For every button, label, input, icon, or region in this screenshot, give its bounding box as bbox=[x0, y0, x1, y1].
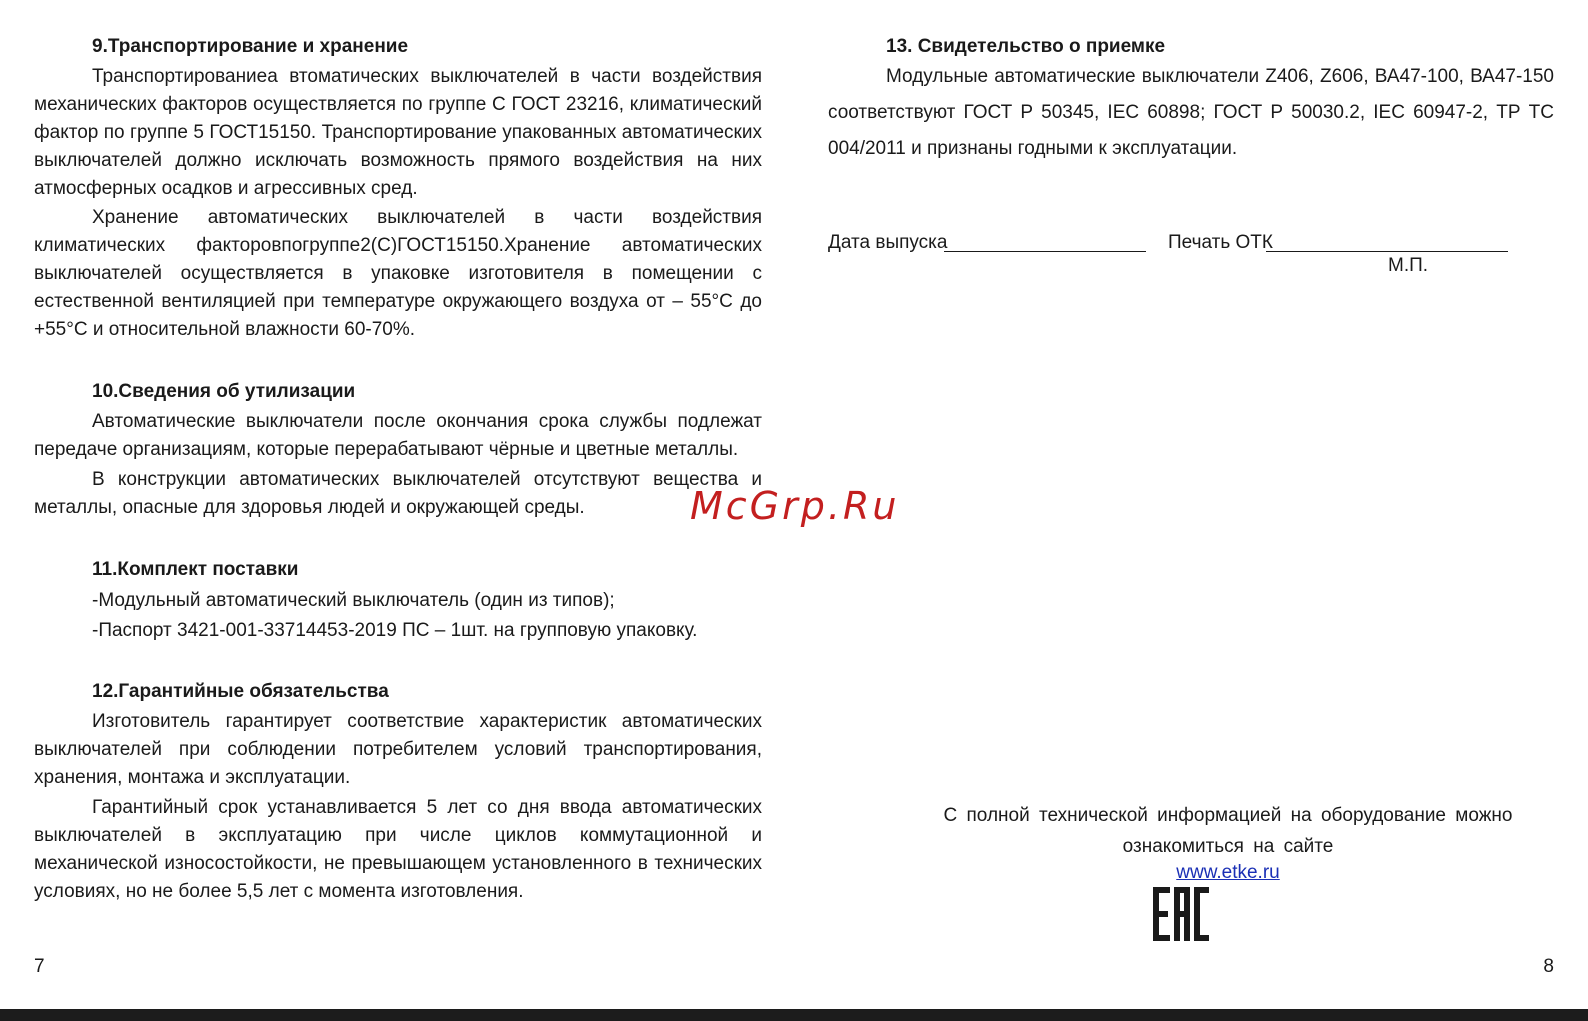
page-number-left: 7 bbox=[34, 956, 45, 977]
stamp-place-label: М.П. bbox=[1388, 255, 1429, 276]
section-10-title: 10.Сведения об утилизации bbox=[92, 381, 356, 402]
section-11-title: 11.Комплект поставки bbox=[92, 559, 299, 580]
section-13-title: 13. Свидетельство о приемке bbox=[886, 36, 1166, 57]
section-9-paragraph-1: Транспортированиеа втоматических выключателей в части воздействия механических факторов осуществляется по группе С ГОСТ 23216, климатический фактор по группе 5 ГОСТ15150. Транспортирование упакованных автоматических выключателей должно исключать возможность прямого воздействия на них атмосферных осадков и агрессивных сред. bbox=[34, 66, 762, 199]
right-page bbox=[828, 0, 1554, 1021]
bottom-border bbox=[0, 1009, 1588, 1021]
section-10-paragraph-2: В конструкции автоматических выключателей отсутствуют вещества и металлы, опасные для здоровья людей и окружающей среды. bbox=[34, 469, 762, 518]
section-12-paragraph-1: Изготовитель гарантирует соответствие характеристик автоматических выключателей при соблюдении потребителем условий транспортирования, хранения, монтажа и эксплуатации. bbox=[34, 711, 762, 788]
section-12-paragraph-2: Гарантийный срок устанавливается 5 лет со дня ввода автоматических выключателей в эксплуатацию при числе циклов коммутационной и механической износостойкости, не превышающем установленного в технических условиях, но не более 5,5 лет с момента изготовления. bbox=[34, 797, 762, 902]
delivery-item-passport: -Паспорт 3421-001-33714453-2019 ПС – 1шт. на групповую упаковку. bbox=[92, 620, 698, 641]
left-page bbox=[34, 0, 762, 1021]
page-number-right: 8 bbox=[1543, 956, 1554, 977]
release-date-label: Дата выпуска bbox=[828, 232, 948, 253]
signature-row bbox=[828, 228, 1554, 258]
section-12-title: 12.Гарантийные обязательства bbox=[92, 681, 389, 702]
otk-stamp-label: Печать ОТК bbox=[1168, 232, 1273, 253]
eac-mark-icon bbox=[1153, 887, 1209, 941]
release-date-line[interactable] bbox=[944, 251, 1146, 252]
technical-info-text: С полной технической информацией на оборудование можно ознакомиться на сайте bbox=[943, 805, 1513, 857]
acceptance-certificate-text: Модульные автоматические выключатели Z406, Z606, ВА47-100, ВА47-150 соответствуют ГОСТ Р 50345, IEC 60898; ГОСТ Р 50030.2, IEC 60947-2, ТР ТС 004/2011 и признаны годными к эксплуатации. bbox=[828, 66, 1554, 159]
section-10-paragraph-1: Автоматические выключатели после окончания срока службы подлежат передаче организациям, которые перерабатывают чёрные и цветные металлы. bbox=[34, 411, 762, 460]
watermark: McGrp.Ru bbox=[690, 484, 900, 528]
delivery-item-module: -Модульный автоматический выключатель (один из типов); bbox=[92, 590, 615, 611]
section-9-title: 9.Транспортирование и хранение bbox=[92, 36, 409, 57]
website-link[interactable]: www.etke.ru bbox=[1176, 862, 1280, 883]
otk-stamp-line[interactable] bbox=[1266, 251, 1508, 252]
section-9-paragraph-2: Хранение автоматических выключателей в части воздействия климатических факторовпогруппе2(С)ГОСТ15150.Хранение автоматических выключателей осуществляется в упаковке изготовителя в помещении с естественной вентиляцией при температуре окружающего воздуха от – 55°С до +55°С и относительной влажности 60-70%. bbox=[34, 207, 762, 340]
